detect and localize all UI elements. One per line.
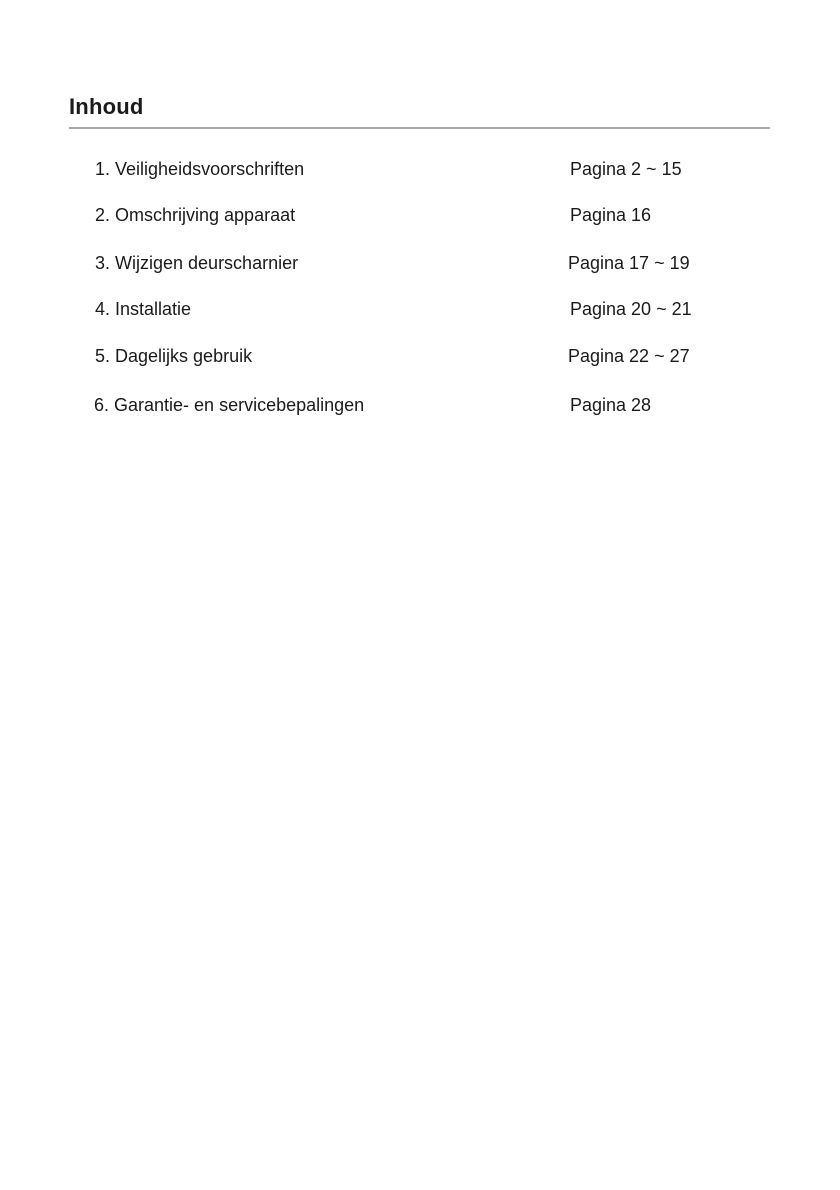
toc-entry-daily-use — [0, 344, 840, 368]
toc-entry-pages: Pagina 17 ~ 19 — [568, 253, 690, 273]
toc-entry-pages: Pagina 16 — [570, 205, 652, 225]
toc-entry-label: 2. Omschrijving apparaat — [95, 205, 296, 225]
toc-entry-description — [0, 203, 840, 227]
toc-entry-pages: Pagina 20 ~ 21 — [570, 299, 692, 319]
toc-entry-label: 3. Wijzigen deurscharnier — [95, 253, 299, 273]
toc-entry-pages: Pagina 28 — [570, 395, 652, 415]
toc-entry-label: 4. Installatie — [95, 299, 192, 319]
title-divider — [69, 127, 770, 129]
toc-entry-pages: Pagina 2 ~ 15 — [570, 159, 682, 179]
toc-entry-installation — [0, 297, 840, 321]
toc-entry-warranty — [0, 393, 840, 417]
toc-entry-door-hinge — [0, 251, 840, 275]
toc-entry-label: 5. Dagelijks gebruik — [95, 346, 253, 366]
page-title: Inhoud — [69, 94, 144, 119]
toc-entry-safety — [0, 157, 840, 181]
toc-entry-label: 1. Veiligheidsvoorschriften — [95, 159, 305, 179]
toc-entry-pages: Pagina 22 ~ 27 — [568, 346, 690, 366]
toc-entry-label: 6. Garantie- en servicebepalingen — [94, 395, 365, 415]
